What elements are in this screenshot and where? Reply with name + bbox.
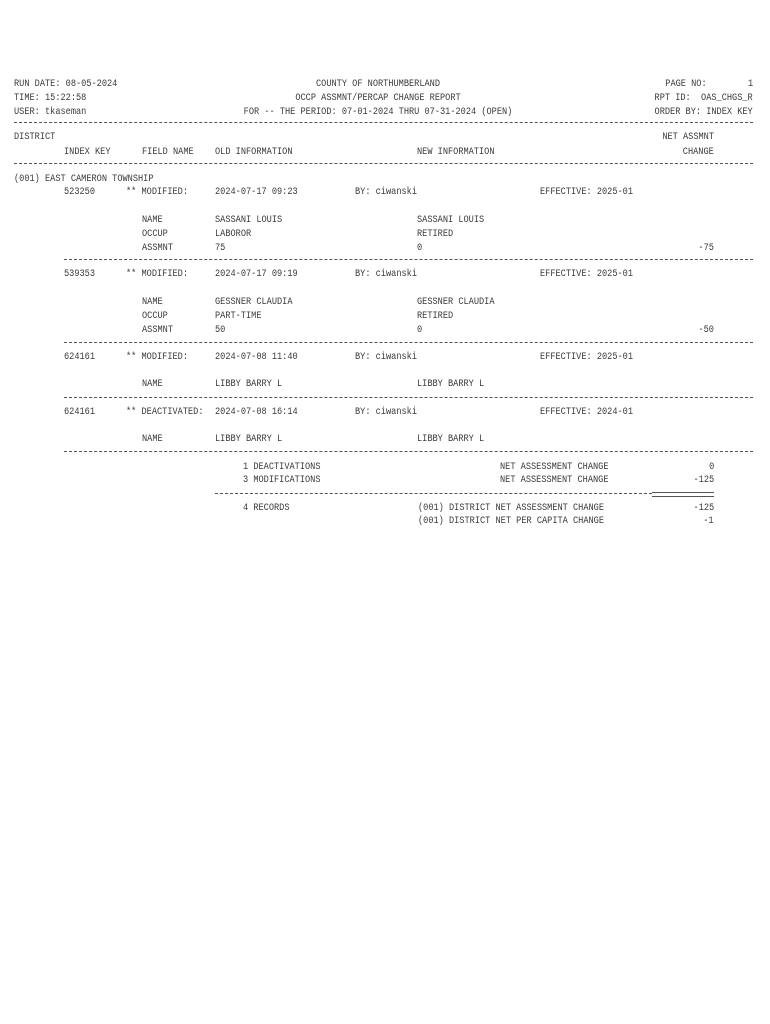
- col-field-name: FIELD NAME: [142, 146, 194, 158]
- record-divider: [64, 342, 753, 343]
- summary-district-net-value: -125: [693, 502, 714, 514]
- county-name: COUNTY OF NORTHUMBERLAND: [315, 78, 440, 90]
- field-name: NAME: [142, 296, 163, 308]
- record-by: BY: ciwanski: [355, 351, 418, 363]
- summary-deactivations: 1 DEACTIVATIONS: [243, 461, 321, 473]
- order-by: ORDER BY: INDEX KEY: [654, 106, 753, 118]
- record-datetime: 2024-07-08 11:40: [215, 351, 298, 363]
- summary-divider: [215, 493, 652, 494]
- col-new-info: NEW INFORMATION: [417, 146, 495, 158]
- record-action: ** DEACTIVATED:: [126, 406, 204, 418]
- field-name: ASSMNT: [142, 242, 174, 254]
- col-old-info: OLD INFORMATION: [215, 146, 293, 158]
- record-divider: [64, 397, 753, 398]
- field-new: RETIRED: [417, 228, 454, 240]
- field-name: NAME: [142, 433, 163, 445]
- record-divider: [64, 259, 753, 260]
- record-index-key: 539353: [64, 268, 96, 280]
- record-effective: EFFECTIVE: 2025-01: [540, 186, 634, 198]
- run-user: USER: tkaseman: [14, 106, 87, 118]
- record-action: ** MODIFIED:: [126, 186, 189, 198]
- columns-divider: [14, 163, 753, 164]
- report-period: FOR -- THE PERIOD: 07-01-2024 THRU 07-31-2024 (OPEN): [243, 106, 513, 118]
- record-by: BY: ciwanski: [355, 406, 418, 418]
- record-effective: EFFECTIVE: 2025-01: [540, 351, 634, 363]
- field-new: 0: [417, 242, 423, 254]
- run-time: TIME: 15:22:58: [14, 92, 87, 104]
- field-old: LABOROR: [215, 228, 252, 240]
- summary-records: 4 RECORDS: [243, 502, 290, 514]
- field-name: ASSMNT: [142, 324, 174, 336]
- record-effective: EFFECTIVE: 2025-01: [540, 268, 634, 280]
- field-name: NAME: [142, 214, 163, 226]
- record-index-key: 523250: [64, 186, 96, 198]
- col-district: DISTRICT: [14, 131, 56, 143]
- record-action: ** MODIFIED:: [126, 351, 189, 363]
- col-net-assmnt: NET ASSMNT: [662, 131, 714, 143]
- summary-modifications: 3 MODIFICATIONS: [243, 474, 321, 486]
- field-old: 75: [215, 242, 226, 254]
- col-change: CHANGE: [682, 146, 714, 158]
- report-id: RPT ID: OAS_CHGS_R: [654, 92, 753, 104]
- field-change: -75: [698, 242, 714, 254]
- record-index-key: 624161: [64, 406, 96, 418]
- field-old: LIBBY BARRY L: [215, 433, 283, 445]
- field-old: 50: [215, 324, 226, 336]
- summary-total-rule: [652, 492, 714, 497]
- field-old: SASSANI LOUIS: [215, 214, 283, 226]
- col-index-key: INDEX KEY: [64, 146, 111, 158]
- field-change: -50: [698, 324, 714, 336]
- field-name: NAME: [142, 378, 163, 390]
- report-title: OCCP ASSMNT/PERCAP CHANGE REPORT: [295, 92, 461, 104]
- record-by: BY: ciwanski: [355, 186, 418, 198]
- record-datetime: 2024-07-17 09:23: [215, 186, 298, 198]
- summary-percap-label: (001) DISTRICT NET PER CAPITA CHANGE: [418, 515, 605, 527]
- field-new: RETIRED: [417, 310, 454, 322]
- record-by: BY: ciwanski: [355, 268, 418, 280]
- summary-percap-value: -1: [703, 515, 714, 527]
- field-new: LIBBY BARRY L: [417, 378, 485, 390]
- field-name: OCCUP: [142, 228, 168, 240]
- record-datetime: 2024-07-08 16:14: [215, 406, 298, 418]
- record-action: ** MODIFIED:: [126, 268, 189, 280]
- field-old: GESSNER CLAUDIA: [215, 296, 293, 308]
- summary-deact-label: NET ASSESSMENT CHANGE: [500, 461, 609, 473]
- record-datetime: 2024-07-17 09:19: [215, 268, 298, 280]
- record-effective: EFFECTIVE: 2024-01: [540, 406, 634, 418]
- records-end-divider: [64, 451, 753, 452]
- page-number: PAGE NO: 1: [665, 78, 753, 90]
- field-new: 0: [417, 324, 423, 336]
- summary-deact-value: 0: [708, 461, 714, 473]
- field-old: LIBBY BARRY L: [215, 378, 283, 390]
- field-old: PART-TIME: [215, 310, 262, 322]
- field-new: SASSANI LOUIS: [417, 214, 485, 226]
- district-name: (001) EAST CAMERON TOWNSHIP: [14, 173, 154, 185]
- field-new: LIBBY BARRY L: [417, 433, 485, 445]
- run-date: RUN DATE: 08-05-2024: [14, 78, 118, 90]
- summary-mod-value: -125: [693, 474, 714, 486]
- summary-district-net-label: (001) DISTRICT NET ASSESSMENT CHANGE: [418, 502, 605, 514]
- field-name: OCCUP: [142, 310, 168, 322]
- field-new: GESSNER CLAUDIA: [417, 296, 495, 308]
- header-divider: [14, 122, 753, 123]
- record-index-key: 624161: [64, 351, 96, 363]
- summary-mod-label: NET ASSESSMENT CHANGE: [500, 474, 609, 486]
